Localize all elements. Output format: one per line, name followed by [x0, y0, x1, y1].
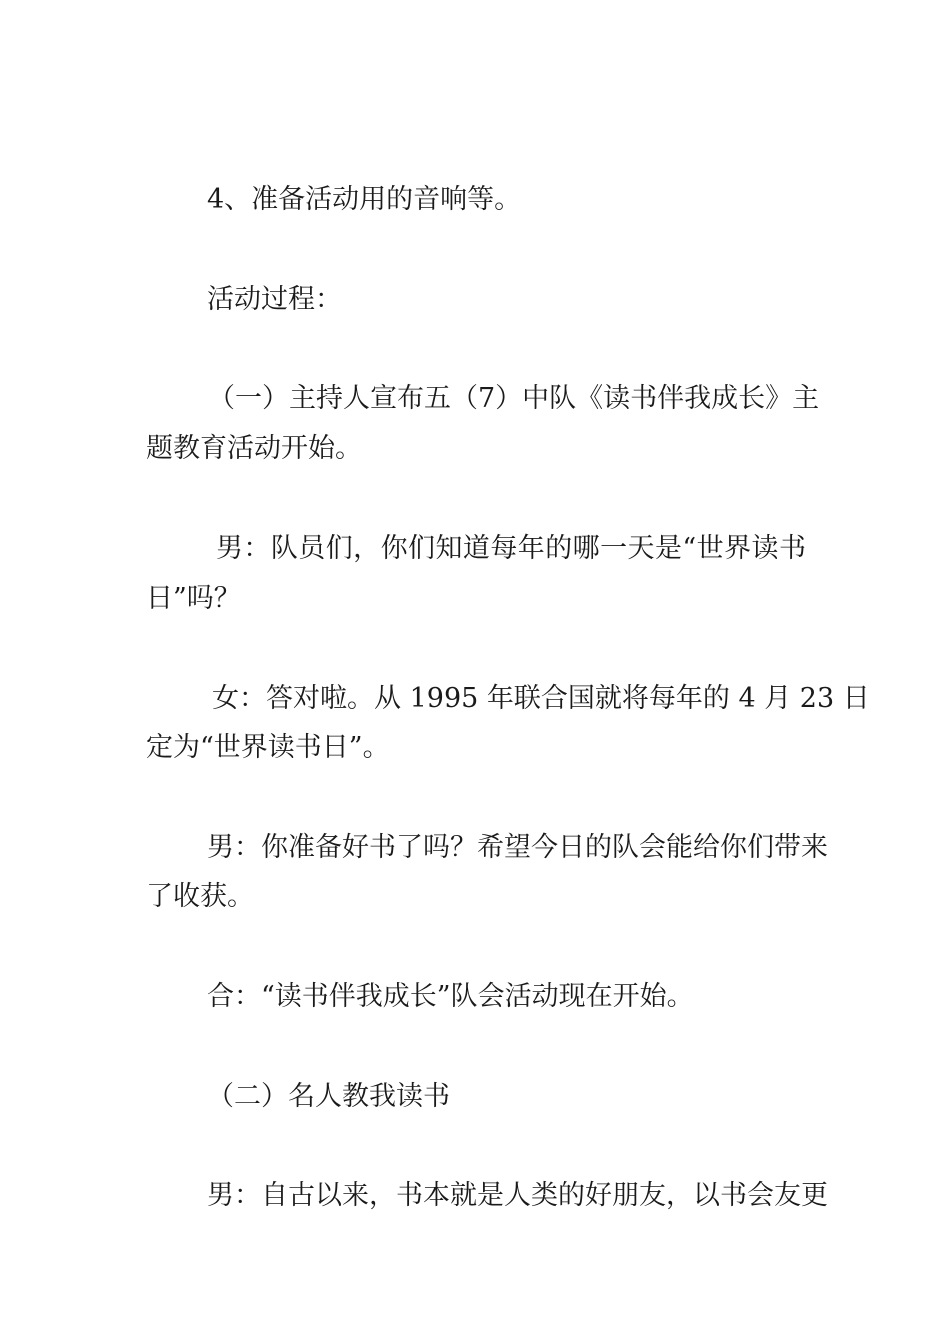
paragraph-activity-process-heading: 活动过程： — [207, 284, 342, 315]
paragraph-section-1-line-1: （一）主持人宣布五（7）中队《读书伴我成长》主 — [208, 383, 820, 414]
paragraph-section-1-line-2: 题教育活动开始。 — [146, 433, 362, 464]
paragraph-male-prepared-line-2: 了收获。 — [146, 881, 254, 912]
paragraph-male-books-line-1: 男：自古以来，书本就是人类的好朋友，以书会友更 — [207, 1180, 828, 1211]
paragraph-male-question-line-2: 日”吗？ — [146, 583, 241, 614]
paragraph-male-question-line-1: 男：队员们，你们知道每年的哪一天是“世界读书 — [216, 533, 806, 564]
paragraph-section-2-heading: （二）名人教我读书 — [207, 1081, 450, 1112]
paragraph-male-prepared-line-1: 男：你准备好书了吗？希望今日的队会能给你们带来 — [207, 832, 828, 863]
paragraph-female-answer-line-1: 女：答对啦。从 1995 年联合国就将每年的 4 月 23 日 — [212, 683, 870, 714]
paragraph-female-answer-line-2: 定为“世界读书日”。 — [146, 732, 390, 763]
paragraph-together-start: 合：“读书伴我成长”队会活动现在开始。 — [207, 981, 694, 1012]
paragraph-preparation-item-4: 4、准备活动用的音响等。 — [207, 184, 522, 215]
